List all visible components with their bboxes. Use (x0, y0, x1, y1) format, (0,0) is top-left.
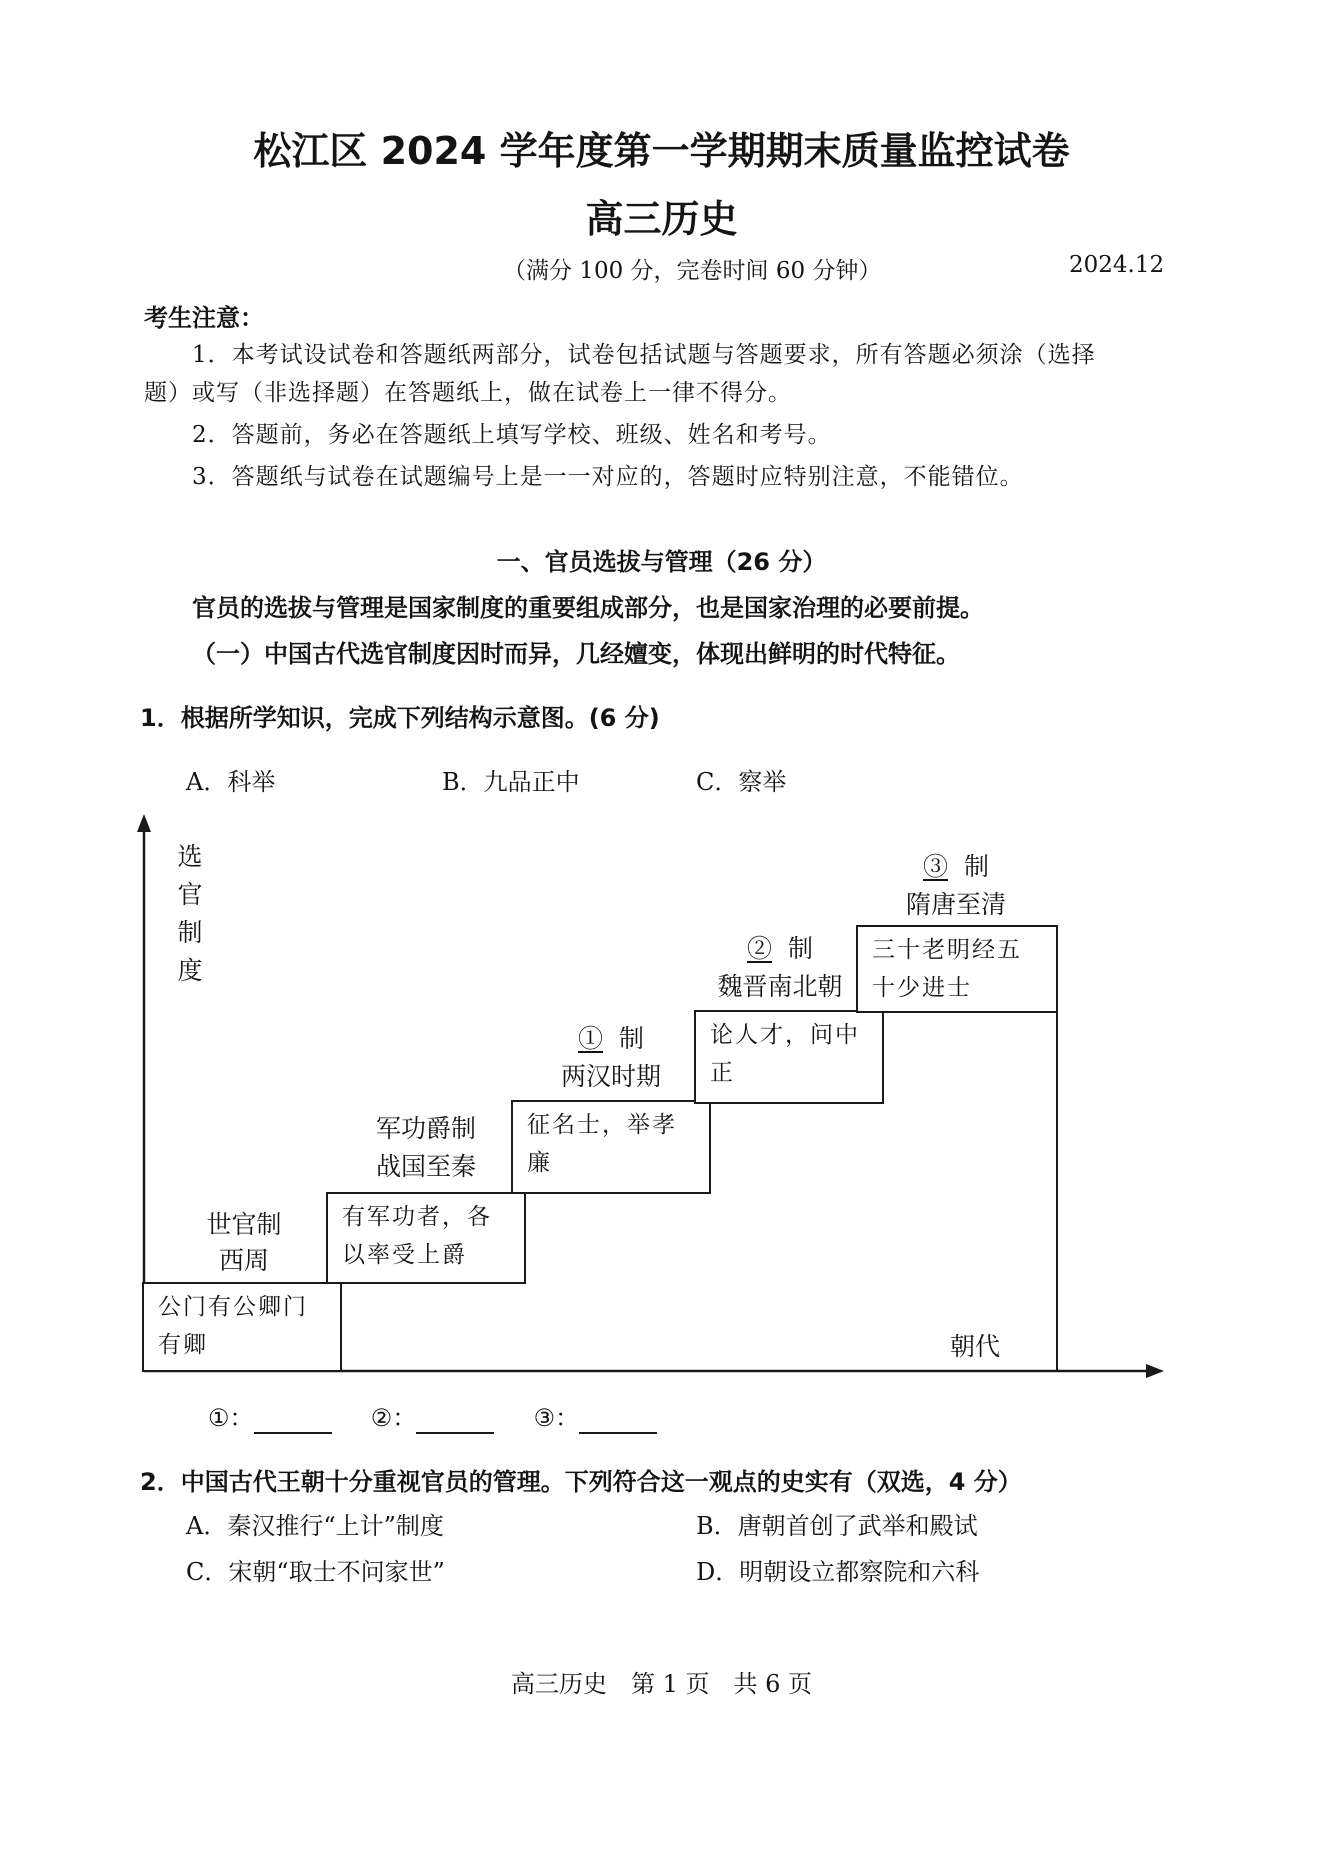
notice-item-1-line-1: 1．本考试设试卷和答题纸两部分，试卷包括试题与答题要求，所有答题必须涂（选择 (192, 342, 1096, 368)
question-2-stem: 2．中国古代王朝十分重视官员的管理。下列符合这一观点的史实有（双选，4 分） (140, 1468, 1022, 1496)
q1-option-b: B．九品正中 (442, 768, 580, 796)
section-heading: 一、官员选拔与管理（26 分） (496, 548, 827, 576)
step-1-desc-box: 公门有公卿门有卿 (142, 1282, 342, 1372)
step-4-desc-box: 论人才，问中正 (694, 1010, 884, 1104)
answer-blank-2[interactable] (416, 1404, 494, 1434)
q2-option-a: A．秦汉推行“上计”制度 (186, 1512, 444, 1540)
page-footer: 高三历史 第 1 页 共 6 页 (510, 1670, 813, 1698)
q2-option-d: D．明朝设立都察院和六科 (696, 1558, 980, 1586)
exam-date: 2024.12 (1069, 252, 1165, 278)
section-sub-heading: （一）中国古代选官制度因时而异，几经嬗变，体现出鲜明的时代特征。 (192, 640, 960, 668)
q1-option-a: A．科举 (186, 768, 276, 796)
q1-option-c: C．察举 (696, 768, 787, 796)
notice-item-1-line-2: 题）或写（非选择题）在答题纸上，做在试卷上一律不得分。 (144, 380, 792, 406)
answer-label-3: ③： (533, 1404, 580, 1432)
step-5-label: ③ 制 (923, 852, 989, 881)
blank-2-mark: ② (747, 934, 773, 963)
step-3-label: ① 制 (578, 1024, 644, 1053)
answer-blank-1[interactable] (254, 1404, 332, 1434)
step-2-name: 军功爵制 (375, 1114, 476, 1143)
notice-item-3: 3．答题纸与试卷在试题编号上是一一对应的，答题时应特别注意，不能错位。 (192, 464, 1024, 490)
step-3-period: 两汉时期 (560, 1062, 661, 1091)
q2-option-b: B．唐朝首创了武举和殿试 (696, 1512, 978, 1540)
blank-1-mark: ① (578, 1024, 604, 1053)
exam-title: 松江区 2024 学年度第一学期期末质量监控试卷 (253, 129, 1070, 173)
y-axis-label: 选 官 制 度 (177, 842, 203, 985)
step-5-period: 隋唐至清 (905, 890, 1006, 919)
answer-blanks (208, 1398, 657, 1434)
subject-title: 高三历史 (585, 197, 738, 241)
section-intro: 官员的选拔与管理是国家制度的重要组成部分，也是国家治理的必要前提。 (192, 594, 984, 622)
blank-3-mark: ③ (923, 852, 949, 881)
step-1-period: 西周 (218, 1246, 269, 1275)
step-2-period: 战国至秦 (375, 1152, 476, 1181)
step-5-desc-box: 三十老明经五十少进士 (856, 925, 1058, 1013)
x-axis-label: 朝代 (950, 1332, 1001, 1361)
step-4-label: ② 制 (747, 934, 813, 963)
answer-blank-3[interactable] (579, 1404, 657, 1434)
q2-option-c: C．宋朝“取士不问家世” (186, 1558, 445, 1586)
exam-info: （满分 100 分，完卷时间 60 分钟） (503, 258, 882, 284)
step-3-desc-box: 征名士，举孝廉 (511, 1100, 711, 1194)
question-1-stem: 1．根据所学知识，完成下列结构示意图。(6 分) (140, 704, 660, 732)
answer-label-1: ①： (208, 1404, 254, 1432)
answer-label-2: ②： (370, 1404, 417, 1432)
notice-heading: 考生注意： (144, 304, 264, 332)
notice-item-2: 2．答题前，务必在答题纸上填写学校、班级、姓名和考号。 (192, 422, 832, 448)
step-4-period: 魏晋南北朝 (717, 972, 843, 1001)
step-2-desc-box: 有军功者，各以率受上爵 (326, 1192, 526, 1284)
step-1-name: 世官制 (206, 1210, 282, 1239)
